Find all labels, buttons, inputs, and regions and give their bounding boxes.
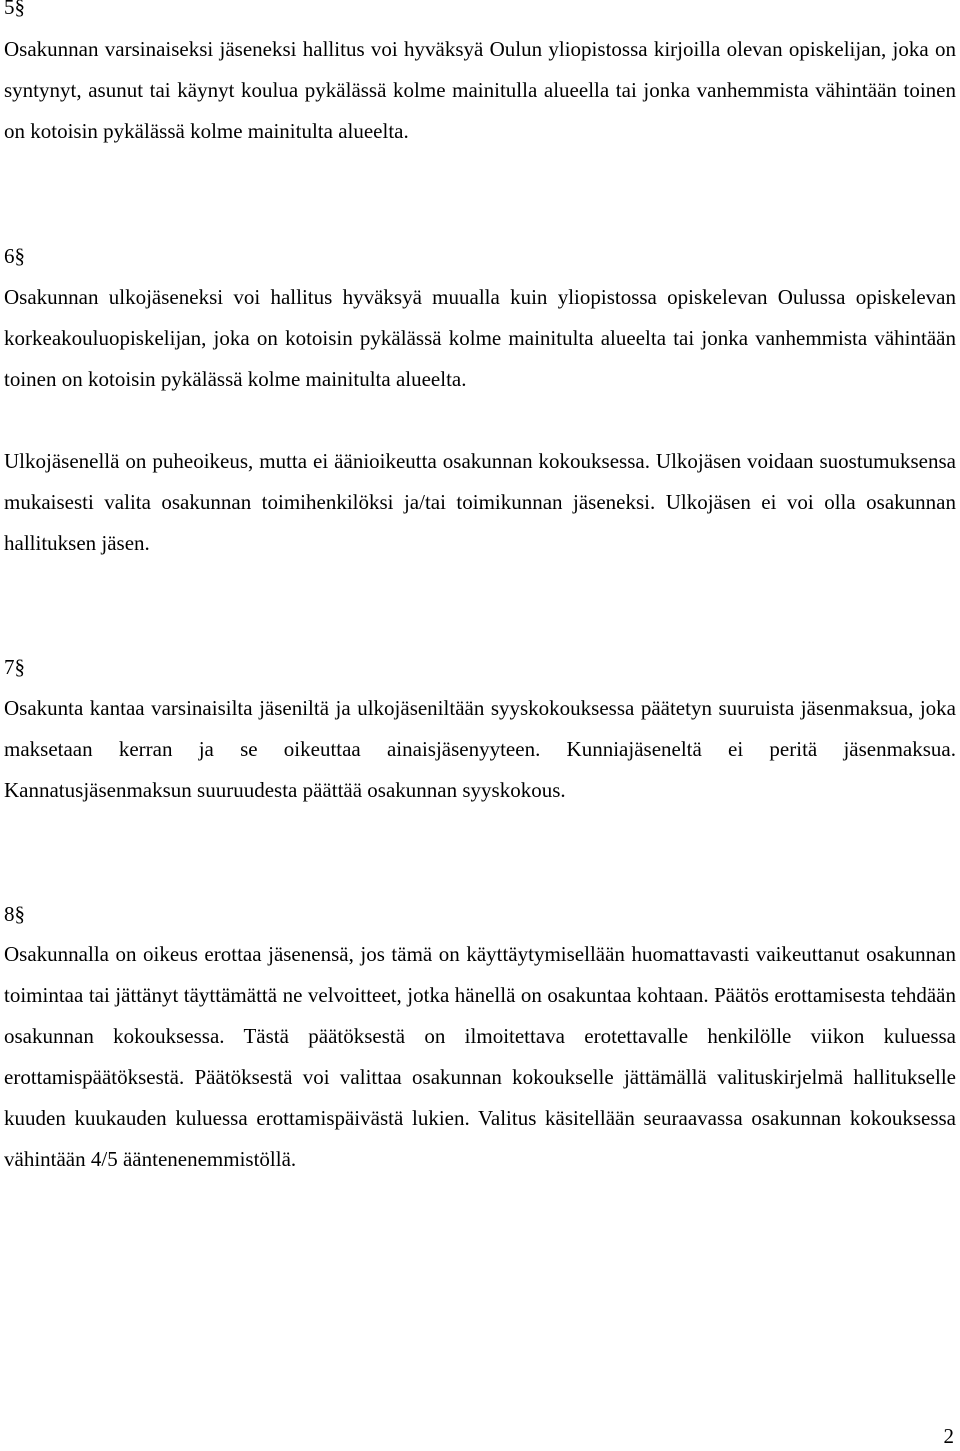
section-6-paragraph-2: Ulkojäsenellä on puheoikeus, mutta ei äänioikeutta osakunnan kokouksessa. Ulkojäsen voidaan suostumuksensa mukaisesti valita osakunnan toimihenkilöksi ja/tai toimikunnan jäseneksi. Ulkojäsen ei voi olla osakunnan hallituksen jäsen. — [4, 449, 956, 555]
section-number-7: 7§ — [4, 655, 25, 679]
section-number-8: 8§ — [4, 902, 25, 926]
section-6-paragraph-1: Osakunnan ulkojäseneksi voi hallitus hyväksyä muualla kuin yliopistossa opiskelevan Oulussa opiskelevan korkeakouluopiskelijan, joka on kotoisin pykälässä kolme mainitulta alueelta tai jonka vanhemmista vähintään toinen on kotoisin pykälässä kolme mainitulta alueelta. — [4, 285, 956, 391]
section-number-5: 5§ — [4, 0, 25, 19]
section-number-6: 6§ — [4, 244, 25, 268]
section-5-paragraph-1: Osakunnan varsinaiseksi jäseneksi hallitus voi hyväksyä Oulun yliopistossa kirjoilla olevan opiskelijan, joka on syntynyt, asunut tai käynyt koulua pykälässä kolme mainitulla alueella tai jonka vanhemmista vähintään toinen on kotoisin pykälässä kolme mainitulta alueelta. — [4, 37, 956, 143]
page-number: 2 — [943, 1424, 954, 1448]
section-7-paragraph-1: Osakunta kantaa varsinaisilta jäseniltä ja ulkojäseniltään syyskokouksessa päätetyn suuruista jäsenmaksua, joka maksetaan kerran ja se oikeuttaa ainaisjäsenyyteen. Kunniajäseneltä ei peritä jäsenmaksua. Kannatusjäsenmaksun suuruudesta päättää osakunnan syyskokous. — [4, 696, 956, 802]
section-8-paragraph-1: Osakunnalla on oikeus erottaa jäsenensä, jos tämä on käyttäytymisellään huomattavasti vaikeuttanut osakunnan toimintaa tai jättänyt täyttämättä ne velvoitteet, jotka hänellä on osakuntaa kohtaan. Päätös erottamisesta tehdään osakunnan kokouksessa. Tästä päätöksestä on ilmoitettava erotettavalle henkilölle viikon kuluessa erottamispäätöksestä. Päätöksestä voi valittaa osakunnan kokoukselle jättämällä valituskirjelmä hallitukselle kuuden kuukauden kuluessa erottamispäivästä lukien. Valitus käsitellään seuraavassa osakunnan kokouksessa vähintään 4/5 ääntenenemmistöllä. — [4, 942, 956, 1171]
